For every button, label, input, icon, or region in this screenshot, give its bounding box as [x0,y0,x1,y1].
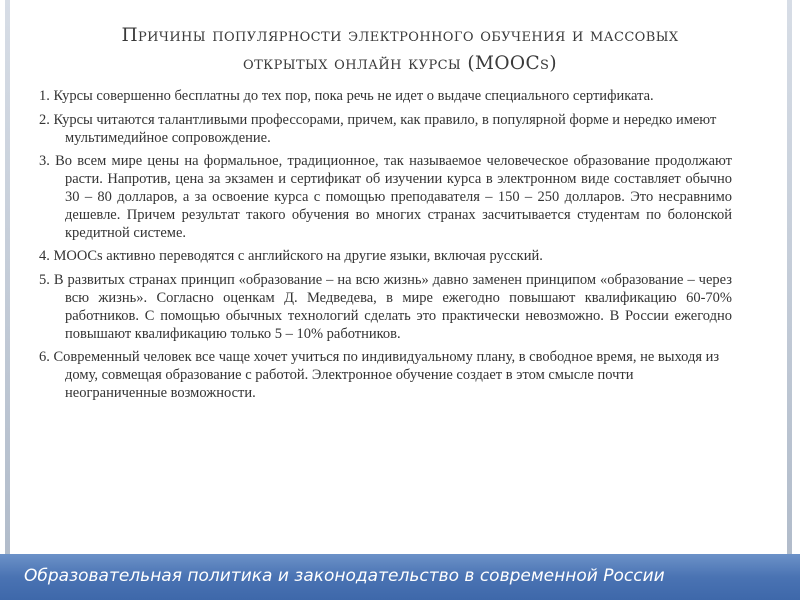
list-item-number: 1. [39,88,54,104]
list-item-text: Во всем мире цены на формальное, традиционное, так называемое человеческое образование продолжают расти. Напротив, цена за экзамен и сертификат об изучении курса в электронном виде составляет обычно 30 – 80 долларов, а за освоение курса с помощью преподавателя – 150 – 250 долларов. Это несравнимо дешевле. Причем результат такого обучения во многих странах засчитывается студентам по болонской кредитной системе. [55,153,732,241]
slide-title-line-2: открытых онлайн курсы (MOOCs) [243,53,557,74]
list-item-number: 2. [39,111,54,128]
list-item [39,88,732,106]
list-item-text: Курсы читаются талантливыми профессорами, причем, как правило, в популярной форме и нередко имеют мультимедийное сопровождение. [53,111,717,146]
list-item [39,112,732,148]
slide-title [30,22,770,78]
list-item [39,272,732,343]
list-item [39,248,732,266]
slide-body [39,88,732,409]
footer-caption: Образовательная политика и законодательство в современной России [24,566,665,586]
list-item-number: 3. [39,153,56,170]
list-item-number: 4. [39,248,54,265]
right-decorative-bar [787,0,792,600]
list-item [39,349,732,402]
left-decorative-bar [5,0,10,600]
list-item-text: Современный человек все чаще хочет учиться по индивидуальному плану, в свободное время, не выходя из дому, совмещая образование с работой. Электронное обучение создает в этом смысле почти неограниченные возможности. [53,349,720,401]
list-item-number: 6. [39,349,54,366]
list-item-text: Курсы совершенно бесплатны до тех пор, пока речь не идет о выдаче специального сертификата. [53,88,654,104]
slide-title-line-1: Причины популярности электронного обучения и массовых [121,25,679,46]
list-item-number: 5. [39,272,54,289]
list-item-text: MOOCs активно переводятся с английского на другие языки, включая русский. [53,248,543,265]
footer-bar [0,554,800,600]
list-item-text: В развитых странах принцип «образование – на всю жизнь» давно заменен принципом «образование – через всю жизнь». Согласно оценкам Д. Медведева, в мире ежегодно повышают квалификацию 60-70% работников. С помощью обычных технологий сделать это практически невозможно. В России ежегодно повышают квалификацию только 5 – 10% работников. [53,272,732,342]
list-item [39,153,732,242]
